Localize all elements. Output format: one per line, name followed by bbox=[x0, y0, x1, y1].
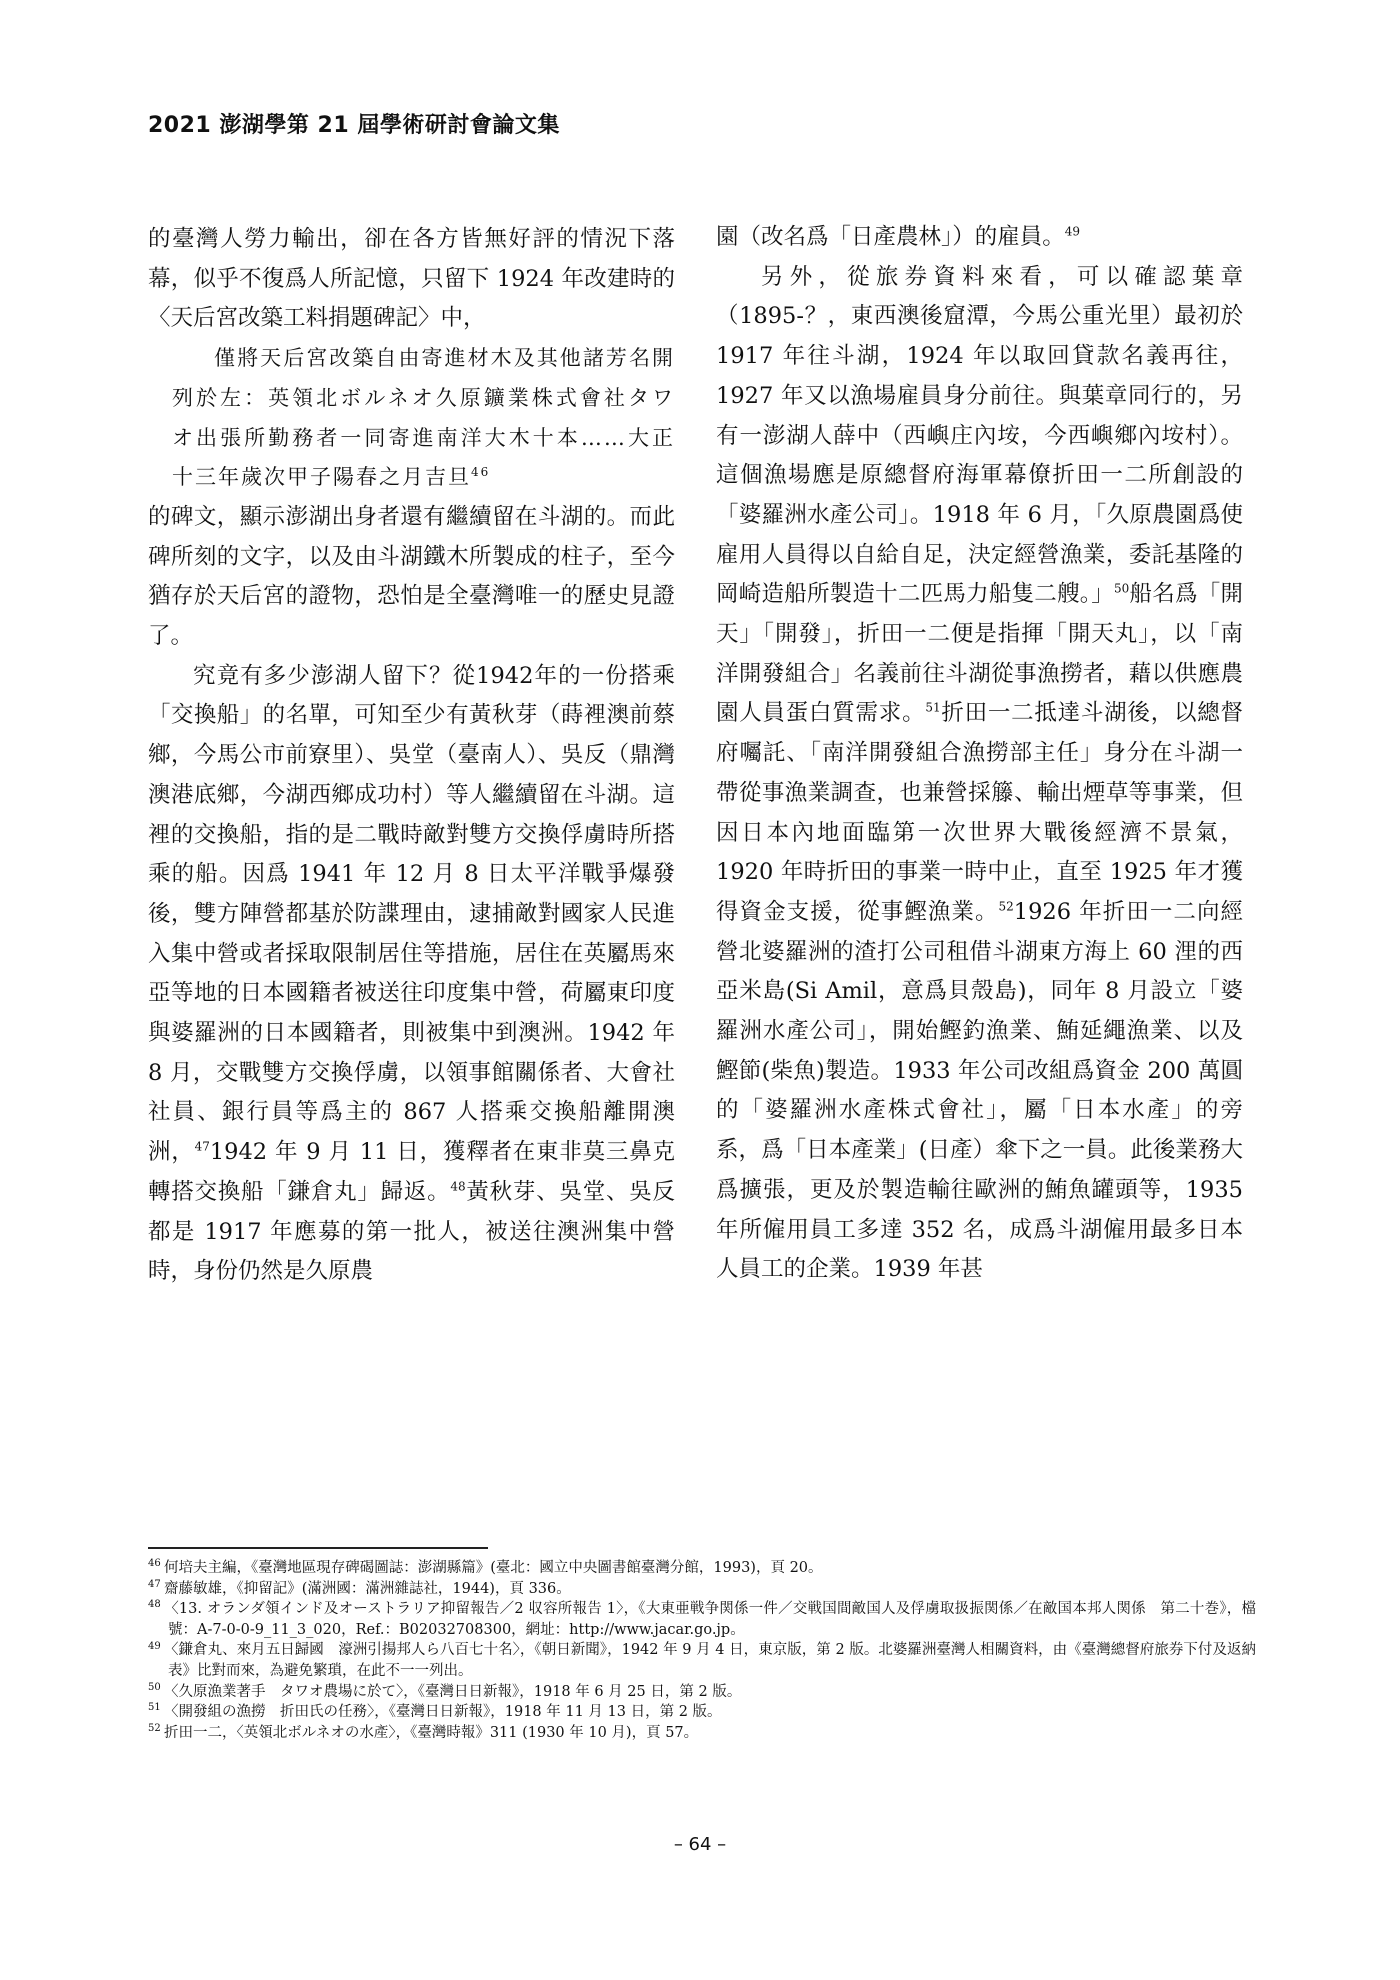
footnote-text: 〈鎌倉丸、來月五日歸國 濠洲引揚邦人ら八百七十名〉，《朝日新聞》，1942 年 9 月 4 日，東京版，第 2 版。北婆羅洲臺灣人相關資料，由《臺灣總督府旅券下付及返納表》比對而來，為避免繁瑣，在此不一一列出。 bbox=[164, 1642, 1256, 1679]
paragraph-text: 船名爲「開天」「開發」，折田一二便是指揮「開天丸」，以「南洋開發組合」名義前往斗湖從事漁撈者，藉以供應農園人員蛋白質需求。 bbox=[716, 581, 1243, 727]
footnote-text: 齋藤敏雄，《抑留記》(滿洲國：滿洲雜誌社，1944)，頁 336。 bbox=[164, 1580, 571, 1597]
footnote-51: $^{51}$ 〈開發組の漁撈 折田氏の任務〉，《臺灣日日新報》，1918 年 11 月 13 日，第 2 版。 bbox=[148, 1702, 722, 1721]
page-number: – 64 – bbox=[673, 1834, 727, 1855]
footnote-ref-52[interactable]: 52 bbox=[998, 899, 1014, 914]
paragraph-text: 另外，從旅券資料來看，可以確認葉章（1895-？，東西澳後窟潭，今馬公重光里）最初於 1917 年往斗湖，1924 年以取回貸款名義再往，1927 年又以漁場雇員身分前往。與葉章同行的，另有一澎湖人薛中（西嶼庄內垵，今西嶼鄉內垵村）。這個漁場應是原總督府海軍幕僚折田一二所創設的「婆羅洲水產公司」。1918 年 6 月，「久原農園爲使雇用人員得以自給自足，決定經營漁業，委託基隆的岡崎造船所製造十二匹馬力船隻二艘。」 bbox=[716, 263, 1243, 608]
footnote-46: $^{46}$ 何培夫主編，《臺灣地區現存碑碣圖誌：澎湖縣篇》(臺北：國立中央圖書館臺灣分館，1993)，頁 20。 bbox=[148, 1558, 823, 1576]
paragraph-text: 1926 年折田一二向經營北婆羅洲的渣打公司租借斗湖東方海上 60 浬的西亞米島(Si Amil，意爲貝殼島)，同年 8 月設立「婆羅洲水產公司」，開始鰹釣漁業、鮪延繩漁業、以及鰹節(柴魚)製造。1933 年公司改組爲資金 200 萬圓的「婆羅洲水產株式會社」，屬「日本水產」的旁系，爲「日本產業」(日產）傘下之一員。此後業務大爲擴張，更及於製造輸往歐洲的鮪魚罐頭等，1935 年所僱用員工多達 352 名，成爲斗湖僱用最多日本人員工的企業。1939 年甚 bbox=[716, 898, 1243, 1283]
footnote-ref-47[interactable]: 47 bbox=[194, 1139, 210, 1154]
block-quote bbox=[172, 339, 675, 498]
footnote-48: $^{48}$ 〈13. オランダ領インド及オーストラリア抑留報告／2 収容所報告 1〉，《大東亜戦争関係一件／交戦国間敵国人及俘虜取扱振関係／在敵国本邦人関係 第二十巻》，檔號：A-7-0-0-9_11_3_020，Ref.：B02032708300，網址：http://www.jacar.go.jp。 bbox=[148, 1599, 1256, 1638]
footnote-text: 〈開發組の漁撈 折田氏の任務〉，《臺灣日日新報》，1918 年 11 月 13 日，第 2 版。 bbox=[164, 1704, 722, 1721]
footnote-text: 折田一二，〈英領北ボルネオの水產〉，《臺灣時報》311 (1930 年 10 月)，頁 57。 bbox=[164, 1724, 699, 1741]
footnote-ref-48[interactable]: 48 bbox=[450, 1179, 466, 1194]
footnote-50: $^{50}$ 〈久原漁業著手 タワオ農場に於て〉，《臺灣日日新報》，1918 年 6 月 25 日，第 2 版。 bbox=[148, 1681, 742, 1700]
paragraph-text: 折田一二抵達斗湖後，以總督府囑託、「南洋開發組合漁撈部主任」身分在斗湖一帶從事漁業調查，也兼營採籐、輸出煙草等事業，但因日本內地面臨第一次世界大戰後經濟不景氣，1920 年時折田的事業一時中止，直至 1925 年才獲得資金支援，從事鰹漁業。 bbox=[716, 700, 1243, 925]
paragraph: 的臺灣人勞力輸出，卻在各方皆無好評的情況下落幕，似乎不復爲人所記憶，只留下 1924 年改建時的〈天后宮改築工料捐題碑記〉中， bbox=[148, 226, 675, 332]
footnote-47: $^{47}$ 齋藤敏雄，《抑留記》(滿洲國：滿洲雜誌社，1944)，頁 336。 bbox=[148, 1578, 571, 1597]
paragraph-text: 園（改名爲「日產農林」）的雇員。 bbox=[716, 224, 1065, 250]
paragraph bbox=[716, 218, 1243, 258]
footnote-divider bbox=[148, 1547, 488, 1549]
footnote-ref-46[interactable]: 46 bbox=[471, 465, 491, 480]
footnote-ref-49[interactable]: 49 bbox=[1064, 224, 1081, 239]
footnote-text: 〈久原漁業著手 タワオ農場に於て〉，《臺灣日日新報》，1918 年 6 月 25 日，第 2 版。 bbox=[164, 1683, 742, 1700]
paragraph bbox=[148, 657, 675, 1292]
footnote-ref-50[interactable]: 50 bbox=[1114, 581, 1130, 596]
quote-text: 僅將天后宮改築自由寄進材木及其他諸芳名開列於左：英領北ボルネオ久原鑛業株式會社タワオ出張所勤務者一同寄進南洋大木十本……大正十三年歲次甲子陽春之月吉旦 bbox=[172, 346, 675, 490]
running-header: 2021 澎湖學第 21 屆學術研討會論文集 bbox=[148, 113, 560, 138]
right-column bbox=[716, 218, 1243, 1290]
paragraph bbox=[716, 258, 1243, 1290]
footnote-ref-51[interactable]: 51 bbox=[925, 700, 941, 715]
paragraph-text: 黃秋芽、吳堂、吳反都是 1917 年應募的第一批人，被送往澳洲集中營時，身份仍然是久原農 bbox=[148, 1178, 675, 1285]
paragraph-text: 究竟有多少澎湖人留下？從1942年的一份搭乘「交換船」的名單，可知至少有黃秋芽（蒔裡澳前蔡鄉，今馬公市前寮里）、吳堂（臺南人）、吳反（鼎灣澳港底鄉，今湖西鄉成功村）等人繼續留在斗湖。這裡的交換船，指的是二戰時敵對雙方交換俘虜時所搭乘的船。因爲 1941 年 12 月 8 日太平洋戰爭爆發後，雙方陣營都基於防諜理由，逮捕敵對國家人民進入集中營或者採取限制居住等措施，居住在英屬馬來亞等地的日本國籍者被送往印度集中營，荷屬東印度與婆羅洲的日本國籍者，則被集中到澳洲。1942 年 8 月，交戰雙方交換俘虜，以領事館關係者、大會社社員、銀行員等爲主的 867 人搭乘交換船離開澳洲， bbox=[148, 662, 675, 1166]
paragraph-text: 1942 年 9 月 11 日，獲釋者在東非莫三鼻克轉搭交換船「鎌倉丸」歸返。 bbox=[148, 1139, 675, 1205]
footnote-49: $^{49}$ 〈鎌倉丸、來月五日歸國 濠洲引揚邦人ら八百七十名〉，《朝日新聞》，1942 年 9 月 4 日，東京版，第 2 版。北婆羅洲臺灣人相關資料，由《臺灣總督府旅券下付及返納表》比對而來，為避免繁瑣，在此不一一列出。 bbox=[148, 1640, 1256, 1679]
footnote-text: 〈13. オランダ領インド及オーストラリア抑留報告／2 収容所報告 1〉，《大東亜戦争関係一件／交戦国間敵国人及俘虜取扱振関係／在敵国本邦人関係 第二十巻》，檔號：A-7-0-0-9_11_3_020，Ref.：B02032708300，網址：http://www.jacar.go.jp。 bbox=[164, 1601, 1256, 1638]
footnotes bbox=[148, 1558, 1256, 1743]
paragraph: 的碑文，顯示澎湖出身者還有繼續留在斗湖的。而此碑所刻的文字，以及由斗湖鐵木所製成的柱子，至今猶存於天后宮的證物，恐怕是全臺灣唯一的歷史見證了。 bbox=[148, 503, 675, 650]
footnote-text: 何培夫主編，《臺灣地區現存碑碣圖誌：澎湖縣篇》(臺北：國立中央圖書館臺灣分館，1993)，頁 20。 bbox=[164, 1560, 823, 1576]
left-column bbox=[148, 220, 675, 1292]
footnote-52: $^{52}$ 折田一二，〈英領北ボルネオの水產〉，《臺灣時報》311 (1930 年 10 月)，頁 57。 bbox=[148, 1722, 699, 1741]
